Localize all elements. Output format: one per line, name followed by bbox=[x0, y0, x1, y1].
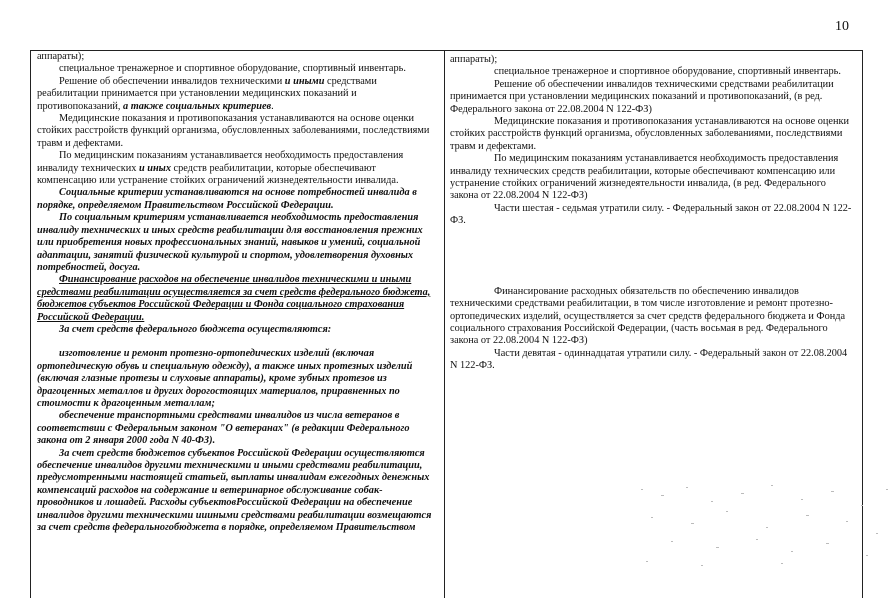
text-run: и иными bbox=[284, 75, 325, 87]
right-paragraph-r2 bbox=[450, 66, 856, 78]
text-run: средств реабилитации, которые обеспечивают компенсацию или устранение стойких ограничений жизнедеятельности инвалида. bbox=[37, 162, 399, 187]
text-run: Части девятая - одиннадцатая утратили силу. - Федеральный закон от 22.08.2004 N 122-ФЗ. bbox=[450, 347, 848, 372]
text-run: изготовление и ремонт протезно-ортопедических изделий (включая ортопедическую обувь и специальную одежду), а также иных протезных изделий (включая глазные протезы и слуховые аппараты), кроме зубных протезов из драгоценных металлов и других дорогостоящих материалов, приравненных по стоимости к драгоценным металлам; bbox=[37, 348, 413, 409]
right-paragraph-r7 bbox=[450, 286, 856, 348]
text-run: и иных bbox=[138, 162, 171, 174]
text-run: Финансирование расходов на обеспечение инвалидов техническими и иными средствами реабилитации осуществляется за счет средств федерального бюджета, бюджетов субъектов Российской Федерации и Фонда социального страхования Российской Федерации. bbox=[37, 274, 431, 323]
text-run: обеспечение транспортными средствами инвалидов из числа ветеранов в соответствии с Федеральным законом "О ветеранах" (в редакции Федерального закона от 2 января 2000 года N 40-ФЗ). bbox=[37, 410, 410, 447]
text-run: аппараты); bbox=[37, 51, 85, 62]
left-paragraph-l1 bbox=[37, 51, 437, 63]
left-paragraph-l10 bbox=[37, 348, 437, 410]
text-run: специальное тренажерное и спортивное оборудование, спортивный инвентарь. bbox=[494, 66, 841, 78]
right-paragraph-r5 bbox=[450, 153, 856, 203]
scan-noise-artifact bbox=[631, 481, 891, 571]
text-run: средствами реабилитации принимается при установлении медицинских показаний и противопоказаний, bbox=[37, 75, 377, 112]
text-run: За счет средств бюджетов субъектов Российской Федерации осуществляются обеспечение инвалидов другими техническими и иными средствами реабилитации, предусмотренными настоящей статьей, выплаты инвалидам ежегодных денежных компенсаций расходов на содержание и ветеринарное обслуживание собак-проводников и лошадей. Расходы субъектовРоссийской Федерации на обеспечение инвалидов другими техническими иииными средствами реабилитации возмещаются за счет средств федеральногобюджета в порядке, определяемом Правительством bbox=[37, 447, 432, 534]
column-divider bbox=[444, 51, 445, 598]
left-paragraph-l2 bbox=[37, 63, 437, 75]
text-run: специальное тренажерное и спортивное оборудование, спортивный инвентарь. bbox=[59, 63, 406, 75]
right-paragraph-r3 bbox=[450, 79, 856, 116]
left-paragraph-l11 bbox=[37, 410, 437, 447]
text-run: Решение об обеспечении инвалидов техническими bbox=[59, 75, 285, 87]
left-column bbox=[37, 51, 437, 599]
text-run: Решение об обеспечении инвалидов техническими средствами реабилитации принимается при установлении медицинских показаний и противопоказаний, (в ред. Федерального закона от 22.08.2004 N 122-ФЗ) bbox=[450, 78, 834, 115]
text-run: . bbox=[271, 100, 274, 112]
right-paragraph-r6 bbox=[450, 203, 856, 228]
text-run: По медицинским показаниям устанавливается необходимость предоставления инвалиду технических bbox=[37, 150, 404, 174]
left-paragraph-l6 bbox=[37, 187, 437, 212]
left-paragraph-l9 bbox=[37, 324, 437, 336]
text-run: По социальным критериям устанавливается необходимость предоставления инвалиду технических и иных средств реабилитации для восстановления прежних или приобретения новых профессиональных знаний, навыков и умений, социальной адаптации, занятий физической культурой и спортом, удовлетворения духовных потребностей, досуга. bbox=[37, 212, 423, 273]
right-paragraph-r8 bbox=[450, 348, 856, 373]
text-run: По медицинским показаниям устанавливается необходимость предоставления инвалиду технических средств реабилитации, которые обеспечивают компенсацию или устранение стойких ограничений жизнедеятельности инвалида, (в ред. Федерального закона от 22.08.2004 N 122-ФЗ) bbox=[450, 153, 839, 202]
text-run: а также социальных критериев bbox=[123, 100, 272, 112]
left-paragraph-l3 bbox=[37, 76, 437, 113]
left-paragraph-l7 bbox=[37, 212, 437, 274]
text-run: Медицинские показания и противопоказания устанавливаются на основе оценки стойких расстройств функций организма, обусловленных заболеваниями, последствиями травм и дефектами. bbox=[37, 113, 430, 149]
comparison-table bbox=[30, 50, 863, 598]
left-paragraph-l5 bbox=[37, 150, 437, 187]
text-run: Медицинские показания и противопоказания устанавливаются на основе оценки стойких расстройств функций организма, обусловленных заболеваниями, последствиями травм и дефектами. bbox=[450, 116, 849, 152]
text-run: Социальные критерии устанавливаются на основе потребностей инвалида в порядке, определяемом Правительством Российской Федерации. bbox=[37, 187, 417, 211]
left-paragraph-l4 bbox=[37, 113, 437, 150]
right-paragraph-r4 bbox=[450, 116, 856, 153]
page-number: 10 bbox=[835, 19, 849, 34]
left-paragraph-l12 bbox=[37, 448, 437, 535]
text-run: Финансирование расходных обязательств по обеспечению инвалидов техническими средствами реабилитации, в том числе изготовление и ремонт протезно-ортопедических изделий, осуществляется за счет средств федерального бюджета и Фонда социального страхования Российской Федерации, (часть восьмая в ред. Федерального закона от 22.08.2004 N 122-ФЗ) bbox=[450, 285, 846, 347]
text-run: За счет средств федерального бюджета осуществляются: bbox=[59, 323, 332, 335]
right-paragraph-r1 bbox=[450, 54, 856, 66]
text-run: аппараты); bbox=[450, 54, 498, 65]
left-paragraph-l8 bbox=[37, 274, 437, 324]
left-paragraph-l9s bbox=[37, 336, 437, 348]
text-run: Части шестая - седьмая утратили силу. - Федеральный закон от 22.08.2004 N 122-ФЗ. bbox=[450, 202, 852, 227]
